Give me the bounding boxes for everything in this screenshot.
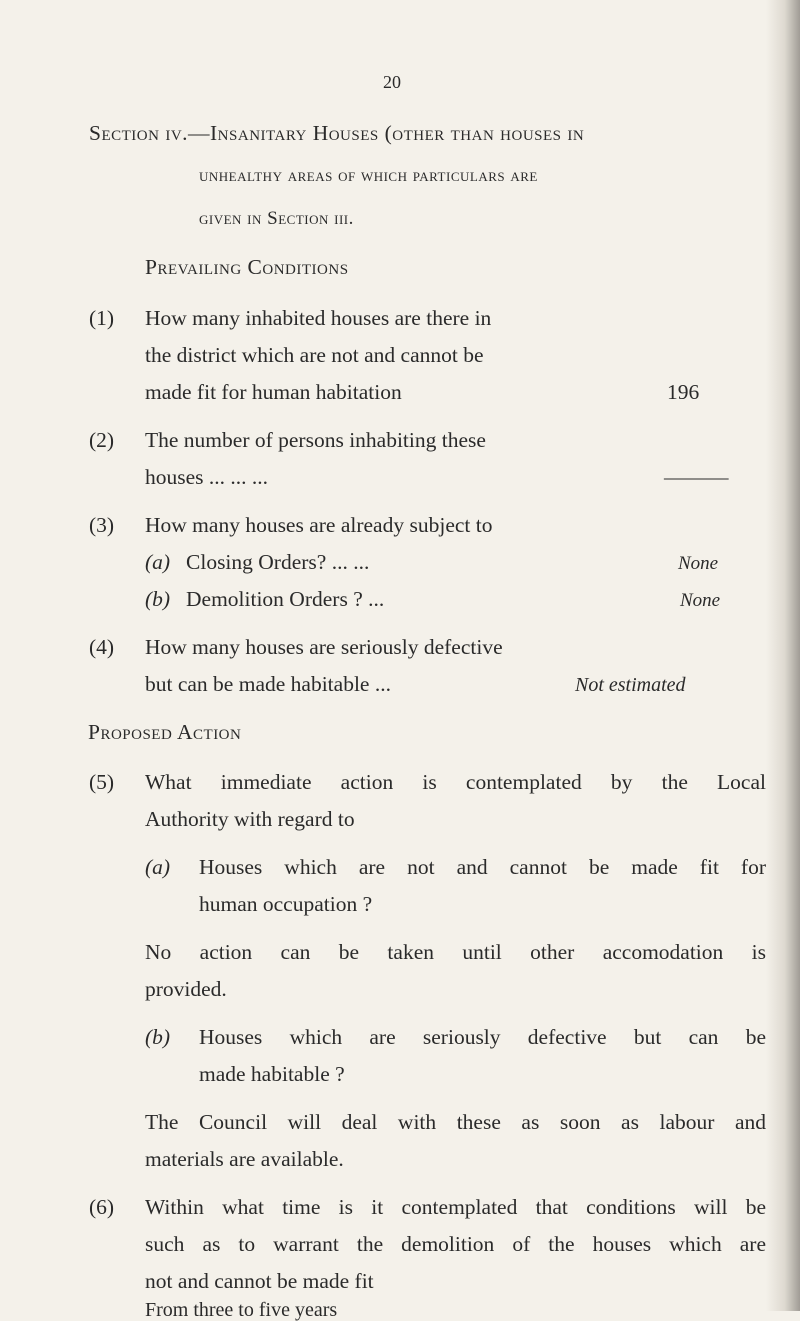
q4-answer: Not estimated — [575, 674, 686, 696]
q2-number: (2) — [89, 428, 115, 452]
q3-b-answer: None — [680, 590, 721, 611]
q3-a-label: (a) — [145, 550, 171, 574]
q6-number: (6) — [89, 1195, 115, 1219]
q5-b-answer-line-2: materials are available. — [145, 1147, 344, 1171]
q6-line-2: such as to warrant the demolition of the houses which are — [145, 1232, 766, 1256]
q5-line-1: What immediate action is contemplated by the Local — [145, 770, 766, 794]
proposed-action-heading: Proposed Action — [88, 720, 242, 744]
q1-line-1: How many inhabited houses are there in — [145, 306, 492, 330]
q3-a-text: Closing Orders? ... ... — [186, 550, 370, 574]
q2-answer: ——— — [664, 465, 729, 489]
q5-a-line-2: human occupation ? — [199, 892, 373, 916]
q6-line-1: Within what time is it contemplated that conditions will be — [145, 1195, 766, 1219]
q2-line-2: houses ... ... ... — [145, 465, 269, 489]
section-heading-line-1: Section iv.—Insanitary Houses (other than houses in — [89, 121, 585, 145]
q3-number: (3) — [89, 513, 115, 537]
q5-b-answer-line-1: The Council will deal with these as soon as labour and — [145, 1110, 766, 1134]
q5-a-line-1: Houses which are not and cannot be made fit for — [199, 855, 766, 879]
q3-b-label: (b) — [145, 587, 171, 611]
prevailing-conditions-heading: Prevailing Conditions — [145, 255, 349, 279]
section-heading-line-2: unhealthy areas of which particulars are — [199, 165, 538, 186]
q4-number: (4) — [89, 635, 115, 659]
page-number: 20 — [383, 72, 401, 92]
q5-b-label: (b) — [145, 1025, 171, 1049]
q6-answer: From three to five years — [145, 1299, 338, 1321]
q5-number: (5) — [89, 770, 115, 794]
q1-line-2: the district which are not and cannot be — [145, 343, 484, 367]
q3-a-answer: None — [678, 553, 719, 574]
q4-line-2: but can be made habitable ... — [145, 672, 391, 696]
q4-line-1: How many houses are seriously defective — [145, 635, 503, 659]
q5-b-line-1: Houses which are seriously defective but can be — [199, 1025, 766, 1049]
q1-answer: 196 — [667, 380, 700, 404]
q3-b-text: Demolition Orders ? ... — [186, 587, 385, 611]
q2-line-1: The number of persons inhabiting these — [145, 428, 486, 452]
q5-b-line-2: made habitable ? — [199, 1062, 345, 1086]
section-heading-line-3: given in Section iii. — [199, 208, 354, 229]
q5-a-answer-line-1: No action can be taken until other accomodation is — [145, 940, 766, 964]
q3-line-1: How many houses are already subject to — [145, 513, 493, 537]
q5-line-2: Authority with regard to — [145, 807, 355, 831]
page-edge-shadow — [766, 0, 800, 1311]
q1-line-3: made fit for human habitation — [145, 380, 402, 404]
q1-number: (1) — [89, 306, 115, 330]
q5-a-label: (a) — [145, 855, 171, 879]
q6-line-3: not and cannot be made fit — [145, 1269, 374, 1293]
q5-a-answer-line-2: provided. — [145, 977, 227, 1001]
